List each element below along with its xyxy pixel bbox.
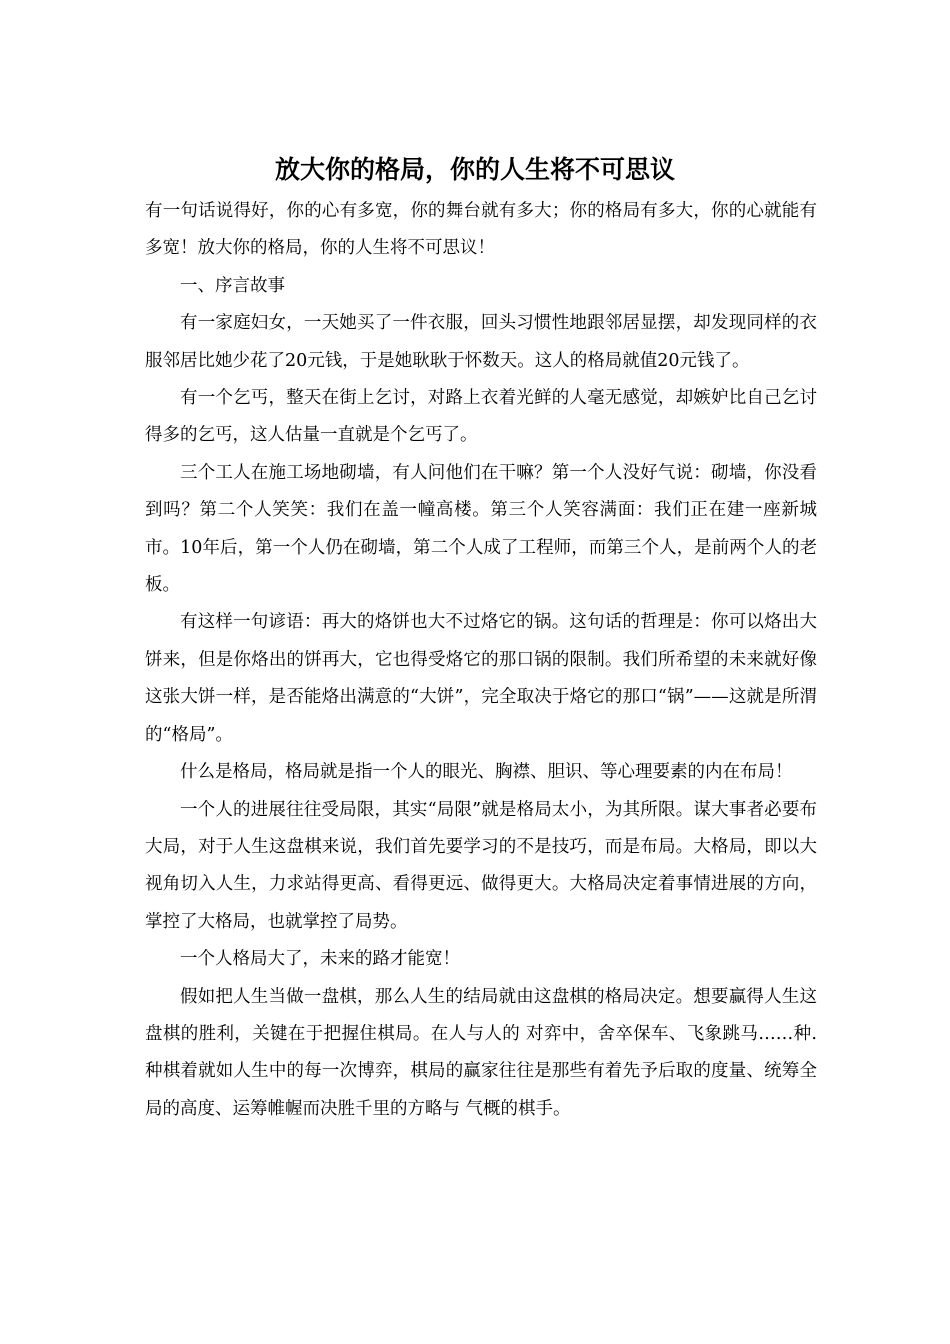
paragraph-limits: 一个人的进展往往受局限，其实“局限”就是格局太小，为其所限。谋大事者必要布大局，对于人生这盘棋来说，我们首先要学习的不是技巧，而是布局。大格局，即以大视角切入人生，力求站得更高、看得更远、做得更大。大格局决定着事情进展的方向，掌控了大格局，也就掌控了局势。: [145, 799, 817, 932]
paragraph-definition: 什么是格局，格局就是指一个人的眼光、胸襟、胆识、等心理要素的内在布局！: [180, 762, 793, 783]
paragraph-beggar: 有一个乞丐，整天在街上乞讨，对路上衣着光鲜的人毫无感觉，却嫉妒比自己乞讨得多的乞丐，这人估量一直就是个乞丐了。: [145, 388, 817, 446]
paragraph-chess: 假如把人生当做一盘棋，那么人生的结局就由这盘棋的格局决定。想要赢得人生这盘棋的胜利，关键在于把握住棋局。在人与人的 对弈中，舍卒保车、飞象跳马……种.种棋着就如人生中的每一次博弈，棋局的赢家往往是那些有着先予后取的度量、统筹全局的高度、运筹帷幄而决胜千里的方略与 气概的棋手。: [145, 986, 817, 1119]
paragraph-future: 一个人格局大了，未来的路才能宽！: [180, 949, 460, 970]
intro-paragraph: 有一句话说得好，你的心有多宽，你的舞台就有多大；你的格局有多大，你的心就能有多宽！放大你的格局，你的人生将不可思议！: [145, 201, 817, 259]
paragraph-housewife: 有一家庭妇女，一天她买了一件衣服，回头习惯性地跟邻居显摆，却发现同样的衣服邻居比她少花了20元钱，于是她耿耿于怀数天。这人的格局就值20元钱了。: [145, 313, 817, 371]
paragraph-proverb: 有这样一句谚语：再大的烙饼也大不过烙它的锅。这句话的哲理是：你可以烙出大饼来，但是你烙出的饼再大，它也得受烙它的那口锅的限制。我们所希望的未来就好像这张大饼一样，是否能烙出满意的“大饼”，完全取决于烙它的那口“锅”——这就是所渭的“格局”。: [145, 612, 817, 745]
section-heading: 一、序言故事: [180, 275, 285, 296]
document-body: [145, 193, 817, 1128]
paragraph-workers: 三个工人在施工场地砌墙，有人问他们在干嘛？第一个人没好气说：砌墙，你没看到吗？第二个人笑笑：我们在盖一幢高楼。第三个人笑容满面：我们正在建一座新城市。10年后，第一个人仍在砌墙，第二个人成了工程师，而第三个人，是前两个人的老板。: [145, 462, 817, 596]
document-title: 放大你的格局，你的人生将不可思议: [274, 155, 675, 184]
